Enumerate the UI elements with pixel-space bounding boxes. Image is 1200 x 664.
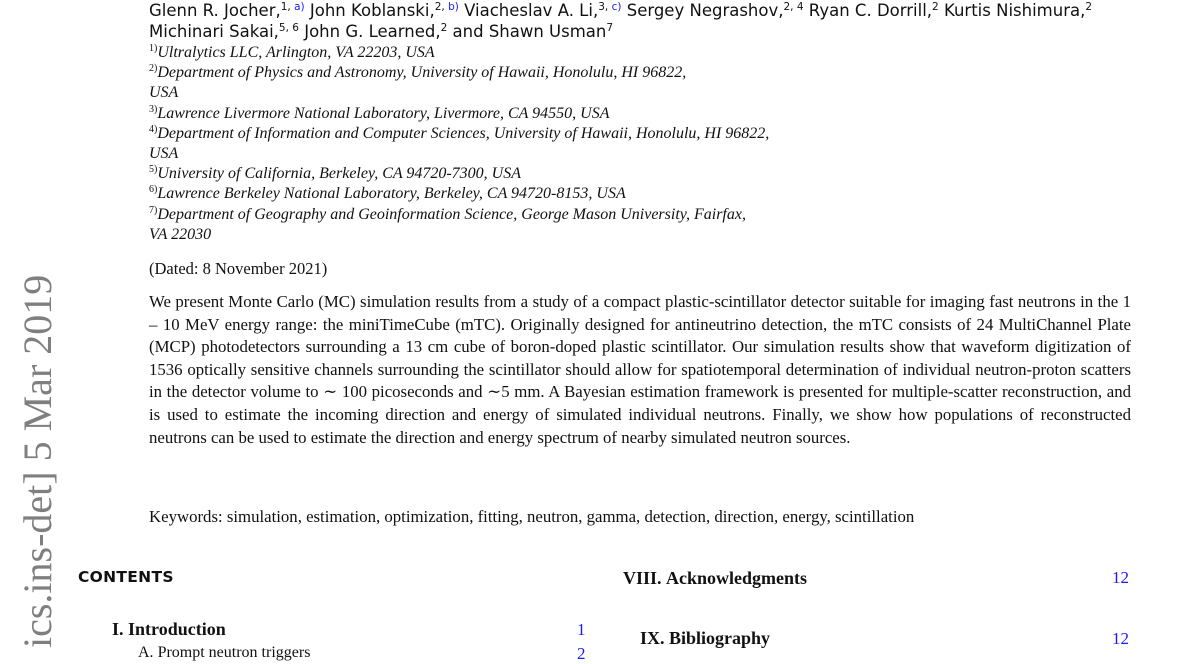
toc-page-link[interactable]: 12: [1112, 629, 1129, 648]
affiliation-list: $^{1)}$Ultralytics LLC, Arlington, VA 22203, USA $^{2)}$Department of Physics and Astronomy, University of Hawaii, Honolulu, HI 96822, USA $^{3)}$Lawrence Livermore National Laboratory, Livermore, CA 94550, USA $^{4)}$Department of Information and Computer Sciences, University of Hawaii, Honolulu, HI 96822, USA $^{5)}$University of California, Berkeley, CA 94720-7300, USA $^{6)}$Lawrence Berkeley National Laboratory, Berkeley, CA 94720-8153, USA $^{7)}$Department of Geography and Geoinformation Science, George Mason University, Fairfax, VA 22030: [149, 43, 949, 245]
toc-entry-subsection[interactable]: A. Prompt neutron triggers: [138, 644, 311, 661]
author: John Koblanski,: [309, 1, 435, 20]
toc-entry-acknowledgments[interactable]: VIII. Acknowledgments: [623, 568, 808, 588]
arxiv-side-stamp: ics.ins-det] 5 Mar 2019: [15, 274, 60, 648]
footnote-link[interactable]: a): [294, 1, 305, 13]
affiliation: $^{2)}$Department of Physics and Astronomy, University of Hawaii, Honolulu, HI 96822,: [149, 63, 687, 82]
contents-heading: CONTENTS: [78, 568, 174, 586]
toc-entry-introduction[interactable]: I. Introduction: [112, 619, 226, 639]
toc-entry-bibliography[interactable]: IX. Bibliography: [640, 628, 771, 648]
author-list: Glenn R. Jocher,$^{1, a)}$ John Koblanski,$^{2, b)}$ Viacheslav A. Li,$^{3, c)}$ Sergey Negrashov,$^{2, 4}$ Ryan C. Dorrill,$^2$ Kurtis Nishimura,$^2$ Michinari Sakai,$^{5, 6}$ John G. Learned,$^2$ and Shawn Usman$^7$: [149, 1, 1093, 41]
footnote-link[interactable]: c): [611, 1, 622, 13]
author: Kurtis Nishimura,: [943, 1, 1086, 20]
dated-line: (Dated: 8 November 2021): [149, 259, 328, 278]
author: John G. Learned,: [304, 22, 441, 41]
toc-page-link[interactable]: 1: [577, 620, 586, 639]
author: Michinari Sakai,: [149, 22, 279, 41]
affiliation: $^{7)}$Department of Geography and Geoinformation Science, George Mason University, Fairfax,: [149, 204, 746, 223]
toc-page-link[interactable]: 2: [577, 644, 586, 663]
keywords: Keywords: simulation, estimation, optimization, fitting, neutron, gamma, detection, direction, energy, scintillation: [149, 507, 915, 526]
affiliation: $^{3)}$Lawrence Livermore National Laboratory, Livermore, CA 94550, USA: [149, 103, 610, 122]
affiliation: $^{6)}$Lawrence Berkeley National Laboratory, Berkeley, CA 94720-8153, USA: [149, 184, 626, 203]
affiliation: $^{5)}$University of California, Berkeley, CA 94720-7300, USA: [149, 164, 521, 183]
footnote-link[interactable]: b): [448, 1, 459, 13]
author: Viacheslav A. Li,: [464, 1, 599, 20]
author: Sergey Negrashov,: [626, 1, 784, 20]
author: and Shawn Usman: [452, 22, 607, 41]
toc-page-link[interactable]: 12: [1112, 568, 1129, 587]
abstract: We present Monte Carlo (MC) simulation results from a study of a compact plastic-scintillator detector suitable for imaging fast neutrons in the 1 – 10 MeV energy range: the miniTimeCube (mTC). Originally designed for antineutrino detection, the mTC consists of 24 MultiChannel Plate (MCP) photodetectors surrounding a 13 cm cube of boron-doped plastic scintillator. Our simulation results show that waveform digitization of 1536 optically sensitive channels surrounding the scintillator should allow for spatiotemporal determination of individual neutron-proton scatters in the detector volume to ∼ 100 picoseconds and ∼5 mm. A Bayesian estimation framework is presented for multiple-scatter reconstruction, and is used to estimate the incoming direction and energy of simulated individual neutrons. Finally, we show how populations of reconstructed neutrons can be used to estimate the direction and energy spectrum of nearby simulated neutron sources.: [149, 292, 1131, 447]
affiliation: $^{1)}$Ultralytics LLC, Arlington, VA 22203, USA: [149, 43, 435, 61]
affiliation: $^{4)}$Department of Information and Computer Sciences, University of Hawaii, Honolulu, HI 96822,: [149, 123, 770, 142]
author: Glenn R. Jocher,: [149, 1, 281, 20]
author: Ryan C. Dorrill,: [808, 1, 933, 20]
